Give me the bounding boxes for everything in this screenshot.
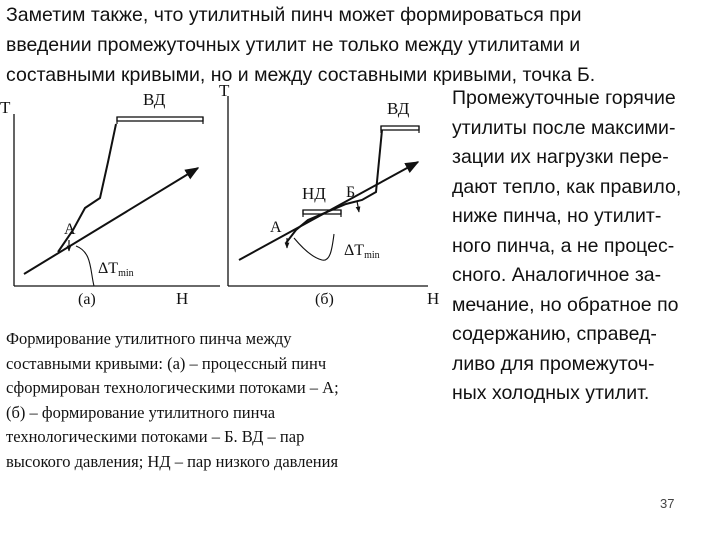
cold-composite-b	[239, 162, 418, 260]
hp-label-a: ВД	[143, 90, 166, 109]
right-line: Промежуточные горячие	[452, 87, 676, 109]
caption-line: Формирование утилитного пинча между	[6, 329, 292, 348]
figure-caption	[6, 327, 426, 474]
right-paragraph	[452, 84, 714, 409]
right-line: ливо для промежуточ-	[452, 352, 655, 375]
right-line: сного. Аналогичное за-	[452, 264, 662, 286]
axis-label-t-b: Т	[219, 81, 230, 100]
delta-curve-a	[76, 246, 94, 286]
intro-line: введении промежуточных утилит не только между утилитами и	[6, 34, 581, 56]
caption-line: (б) – формирование утилитного пинча	[6, 402, 276, 422]
hp-utility-bar-b	[381, 126, 419, 133]
delta-min-b: min	[364, 250, 380, 261]
diagram-b	[219, 81, 439, 308]
hp-utility-bar-a	[117, 117, 203, 124]
caption-line: высокого давления; НД – пар низкого давления	[6, 451, 339, 471]
pinch-marker-b	[357, 201, 359, 212]
right-line: ниже пинча, но утилит-	[452, 205, 662, 227]
right-line: мечание, но обратное по	[452, 293, 679, 316]
delta-tmin-b	[344, 242, 380, 261]
sublabel-a: (а)	[78, 291, 96, 308]
intro-line: составными кривыми, но и между составными кривыми, точка Б.	[6, 64, 596, 86]
axis-label-t-a: Т	[0, 98, 11, 117]
delta-min-a: min	[118, 268, 134, 279]
right-line: ного пинча, а не процес-	[452, 234, 675, 257]
sublabel-b: (б)	[315, 291, 334, 308]
hp-label-b: ВД	[387, 99, 410, 118]
a-label-b: А	[270, 219, 282, 236]
diagram-a	[0, 90, 220, 308]
delta-t-b: ΔT	[344, 242, 365, 259]
axis-label-h-a: Н	[176, 289, 189, 308]
delta-tmin-a	[98, 260, 134, 279]
caption-line: сформирован технологическими потоками – А;	[6, 378, 339, 397]
delta-t-a: ΔT	[98, 260, 119, 277]
right-line: утилиты после максими-	[452, 116, 676, 139]
right-line: содержанию, справед-	[452, 323, 657, 345]
page-number: 37	[660, 496, 675, 511]
lp-label-b: НД	[302, 184, 326, 203]
caption-line: технологическими потоками – Б. ВД – пар	[6, 427, 305, 446]
caption-line: составными кривыми: (а) – процессный пинч	[6, 353, 327, 373]
right-line: дают тепло, как правило,	[452, 175, 682, 198]
pinch-label-b: Б	[346, 184, 356, 201]
pinch-label-a: А	[64, 221, 76, 238]
axis-label-h-b: Н	[427, 289, 440, 308]
right-line: зации их нагрузки пере-	[452, 146, 669, 168]
delta-curve-b	[294, 234, 334, 260]
cold-composite-a	[24, 168, 198, 274]
intro-line: Заметим также, что утилитный пинч может формироваться при	[6, 4, 582, 26]
right-line: ных холодных утилит.	[452, 382, 650, 404]
